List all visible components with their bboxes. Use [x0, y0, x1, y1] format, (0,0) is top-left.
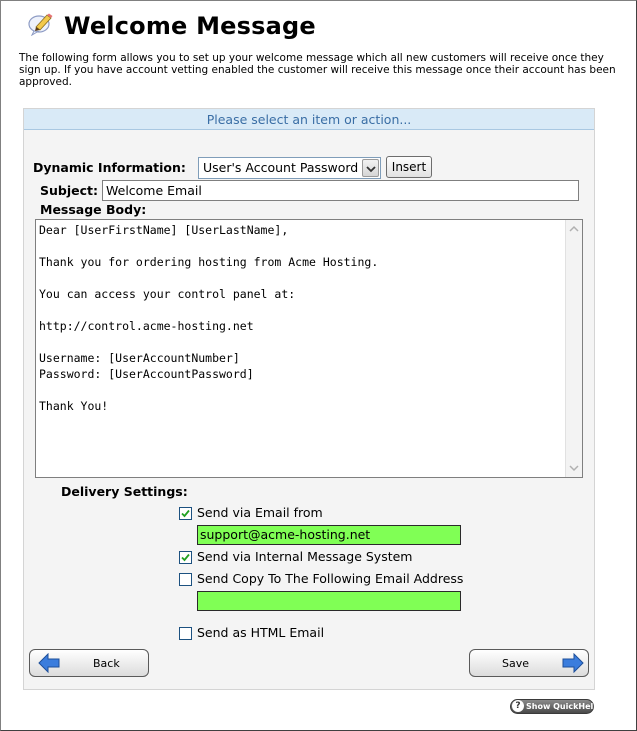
- send-email-label: Send via Email from: [197, 505, 323, 520]
- from-address-input[interactable]: support@acme-hosting.net: [197, 525, 461, 545]
- send-html-checkbox[interactable]: [179, 627, 192, 640]
- checkmark-icon: [181, 509, 190, 518]
- message-body-text: Dear [UserFirstName] [UserLastName], Thank you for ordering hosting from Acme Hosting. You can access your control panel at: http://control.acme-hosting.net Username: [UserAccountNumber] Password: [UserAccountPassword] Thank You!: [39, 223, 379, 413]
- arrow-left-icon: [38, 653, 60, 673]
- send-email-checkbox[interactable]: [179, 507, 192, 520]
- send-copy-checkbox[interactable]: [179, 573, 192, 586]
- scroll-down-icon[interactable]: [568, 463, 580, 473]
- subject-label: Subject:: [40, 183, 98, 198]
- send-internal-checkbox[interactable]: [179, 551, 192, 564]
- save-label: Save: [502, 657, 530, 670]
- insert-button[interactable]: Insert: [386, 156, 432, 178]
- quickhelp-label: Show QuickHelp: [526, 702, 600, 711]
- send-internal-label: Send via Internal Message System: [197, 549, 413, 564]
- subject-input[interactable]: Welcome Email: [102, 180, 579, 201]
- status-banner: Please select an item or action...: [24, 109, 594, 130]
- copy-address-input[interactable]: [197, 591, 461, 611]
- message-edit-icon: [28, 12, 54, 36]
- checkmark-icon: [181, 553, 190, 562]
- dynamic-info-label: Dynamic Information:: [33, 160, 186, 175]
- save-button[interactable]: [469, 649, 589, 677]
- intro-text: The following form allows you to set up your welcome message which all new customers will receive once they sign up. If you have account vetting enabled the customer will receive this message once their account has been approved.: [19, 52, 616, 88]
- show-quickhelp-button[interactable]: [510, 699, 600, 714]
- back-label: Back: [93, 657, 120, 670]
- message-body-textarea[interactable]: [35, 219, 583, 478]
- page-title: Welcome Message: [64, 12, 316, 40]
- form-panel: [23, 108, 595, 690]
- send-html-label: Send as HTML Email: [197, 625, 325, 640]
- dynamic-info-selected: User's Account Password: [203, 160, 359, 175]
- chevron-down-icon[interactable]: [362, 159, 379, 177]
- send-copy-label: Send Copy To The Following Email Address: [197, 571, 464, 586]
- dynamic-info-select[interactable]: [198, 157, 381, 179]
- delivery-settings-label: Delivery Settings:: [61, 484, 188, 499]
- arrow-right-icon: [562, 653, 584, 673]
- help-icon: ?: [512, 700, 524, 712]
- scroll-up-icon[interactable]: [568, 224, 580, 234]
- back-button[interactable]: [29, 649, 149, 677]
- message-body-label: Message Body:: [40, 202, 147, 217]
- message-body-scrollbar[interactable]: [565, 220, 582, 477]
